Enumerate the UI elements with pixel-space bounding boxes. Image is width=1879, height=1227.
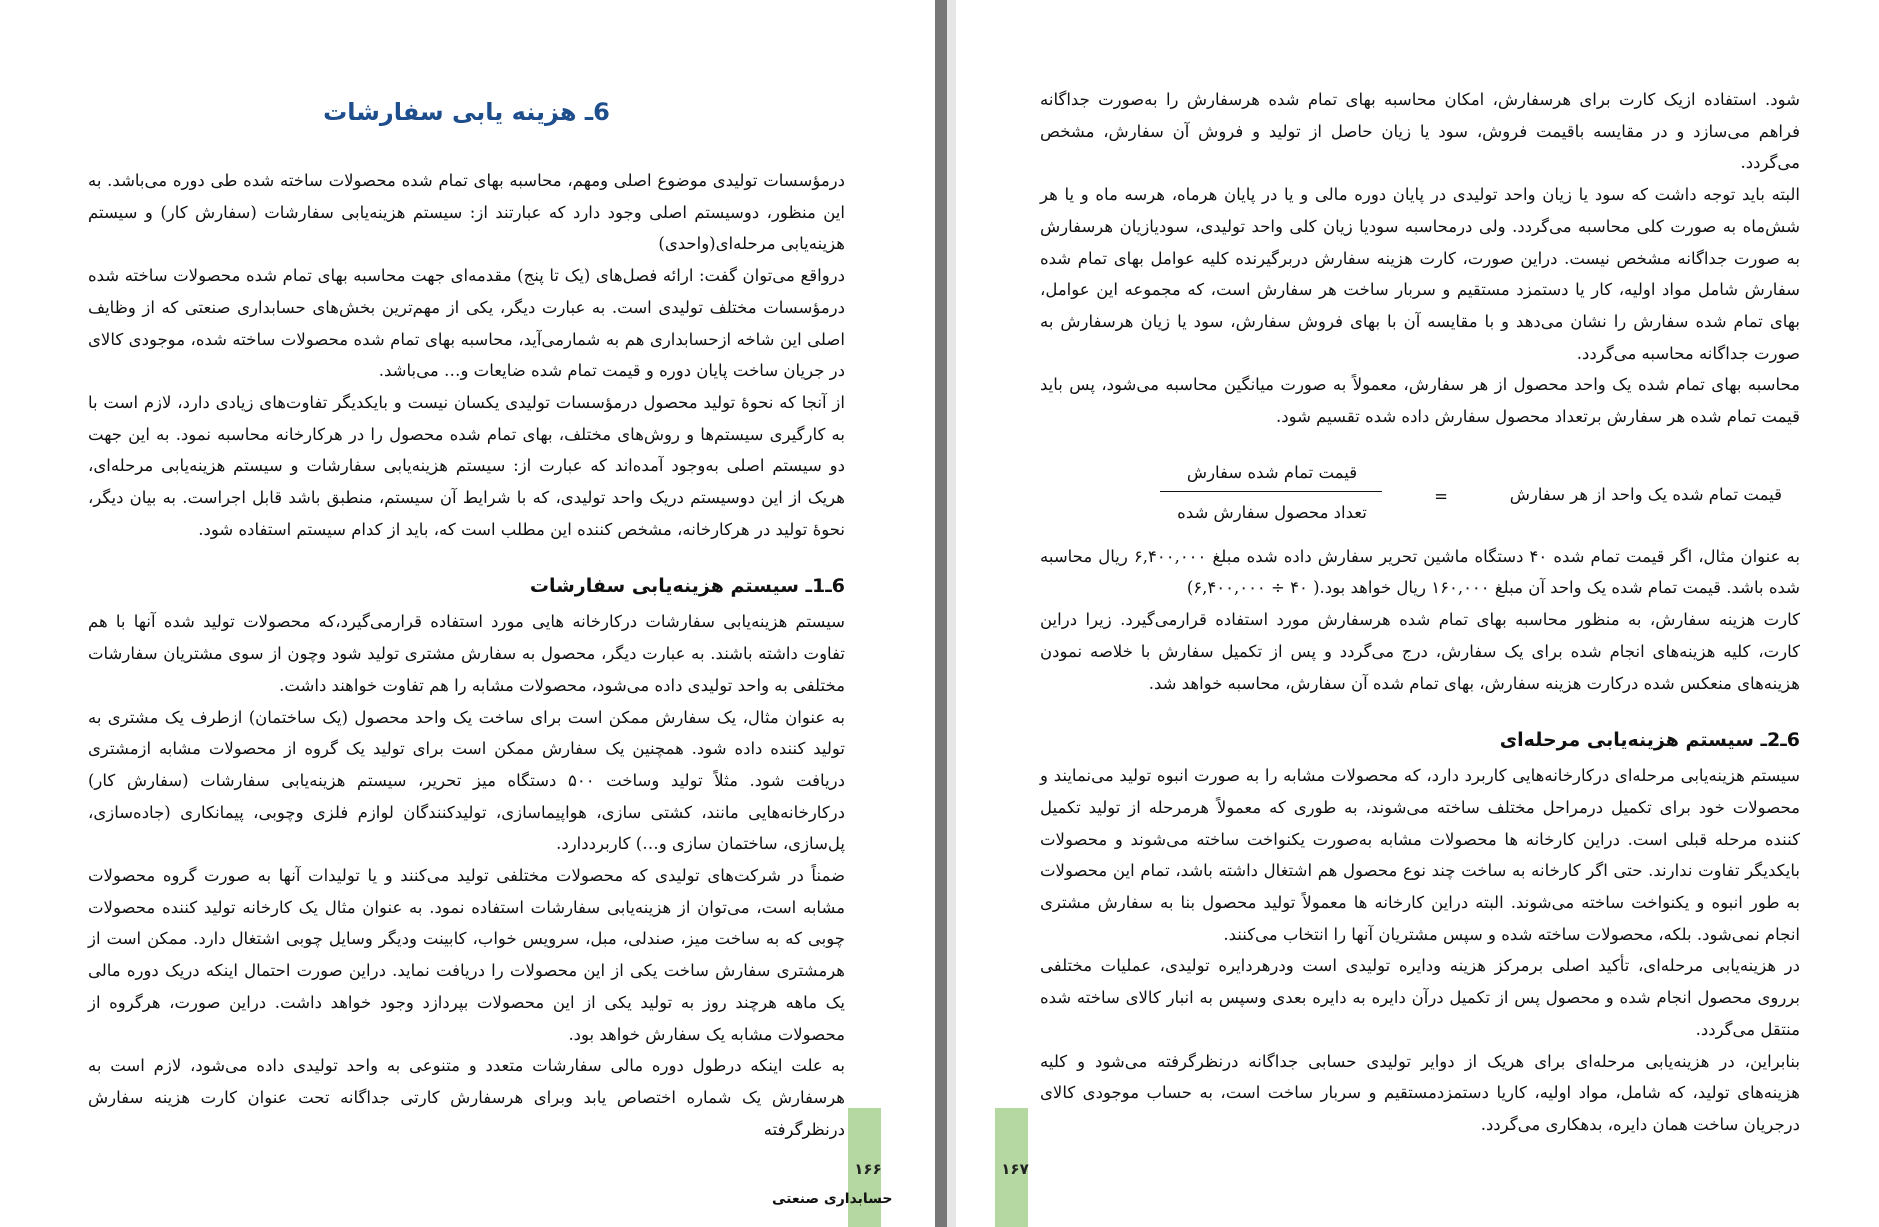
formula-numerator: قیمت تمام شده سفارش xyxy=(1186,462,1358,482)
right-paragraph-8: بنابراین، در هزینه‌یابی مرحله‌ای برای هریک از دوایر تولیدی حسابی جداگانه درنظرگرفته می‌شود و کلیه هزینه‌های تولید، که شامل، مواد اولیه، کاریا دستمزدمستقیم و سربار ساخت است، به حساب موجودی کالای درجریان ساخت همان دایره، بدهکاری می‌گردد. xyxy=(1040,1051,1800,1134)
book-spine xyxy=(935,0,947,1227)
right-page-number: ۱۶۷ xyxy=(1001,1160,1029,1178)
left-paragraph-3: از آنجا که نحوهٔ تولید محصول درمؤسسات تولیدی یکسان نیست و بایکدیگر تفاوت‌های زیادی دارد، لازم است با به کارگیری سیستم‌ها و روش‌های مختلف، بهای تمام شده محصول را در هرکارخانه محاسبه نمود. به این جهت دو سیستم اصلی به‌وجود آمده‌اند که عبارت از: سیستم هزینه‌یابی سفارشات و سیستم هزینه‌یابی مرحله‌ای، هریک از این دوسیستم دریک واحد تولیدی، که با شرایط آن سیستم، منطبق باشد قابل اجراست. به بیان دیگر، نحوهٔ تولید در هرکارخانه، مشخص کننده این مطلب است که، باید از کدام سیستم استفاده شود. xyxy=(88,392,845,539)
left-paragraph-4: سیستم هزینه‌یابی سفارشات درکارخانه هایی مورد استفاده قرارمی‌گیرد،که محصولات تولید شده آنها با هم تفاوت داشته باشند. به عبارت دیگر، محصول به سفارش مشتری تولید شود وچون از سوی مشتریان سفارشات مختلفی به واحد تولیدی داده می‌شود، محصولات مشابه را هم تفاوت خواهند داشت. xyxy=(88,612,845,695)
left-paragraph-7: به علت اینکه درطول دوره مالی سفارشات متعدد و متنوعی به واحد تولیدی داده می‌شود، لازم است به هرسفارش یک شماره اختصاص یابد وبرای هرسفارش کارتی جداگانه تحت عنوان کارت هزینه سفارش درنظرگرفته xyxy=(88,1056,845,1139)
left-paragraph-1: درمؤسسات تولیدی موضوع اصلی ومهم، محاسبه بهای تمام شده محصولات ساخته شده طی دوره می‌باشد. به این منظور، دوسیستم اصلی وجود دارد که عبارتند از: سیستم هزینه‌یابی سفارشات (سفارش کار) و سیستم هزینه‌یابی مرحله‌ای(واحدی) xyxy=(88,171,845,254)
right-paragraph-2: البته باید توجه داشت که سود یا زیان واحد تولیدی در پایان دوره مالی و یا در پایان هرماه، هرسه ماه و یا هر شش‌ماه به صورت کلی محاسبه می‌گردد. ولی درمحاسبه سودیا زیان کلی واحد تولیدی، سودیازیان هرسفارش به صورت جداگانه مشخص نیست. دراین صورت، کارت هزینه سفارش دربرگیرنده کلیه عوامل بهای تمام شده سفارش شامل مواد اولیه، کار یا دستمزد مستقیم و سربار ساخت هر سفارش است، که مجموعه این عوامل، بهای تمام شده سفارش را نشان می‌دهد و با مقایسه آن با بهای فروش سفارش، سود یا زیان هرسفارش به صورت جداگانه محاسبه می‌گردد. xyxy=(1040,185,1800,363)
unit-cost-formula xyxy=(1040,433,1800,541)
left-paragraph-2: درواقع می‌توان گفت: ارائه فصل‌های (یک تا پنج) مقدمه‌ای جهت محاسبه بهای تمام شده محصولات ساخته شده درمؤسسات مختلف تولیدی است. به عبارت دیگر، یکی از مهم‌ترین بخش‌های حسابداری صنعتی که از وظایف اصلی این شاخه ازحسابداری هم به شمارمی‌آید، محاسبه بهای تمام شده محصولات ساخته شده، موجودی کالای در جریان ساخت پایان دوره و قیمت تمام شده ضایعات و… می‌باشد. xyxy=(88,266,845,381)
formula-lhs: قیمت تمام شده یک واحد از هر سفارش xyxy=(1509,484,1782,504)
right-paragraph-6: سیستم هزینه‌یابی مرحله‌ای درکارخانه‌هایی کاربرد دارد، که محصولات مشابه را به صورت انبوه تولید می‌نمایند و محصولات خود برای تکمیل درمراحل مختلف ساخته می‌شوند، به طوری که معمولاً هرمرحله از تولید تکمیل کننده مرحله قبلی است. دراین کارخانه ها محصولات مشابه به‌صورت یکنواخت ساخته می‌شوند و محصولات بایکدیگر تفاوت ندارند. حتی اگر کارخانه به ساخت چند نوع محصول هم اشتغال داشته باشد، تمام این محصولات به طور انبوه و یکنواخت ساخته می‌شوند. البته دراین کارخانه ها معمولاً تولید محصول بنا به سفارش مشتری انجام نمی‌شود. بلکه، محصولات ساخته شده و سپس مشتریان آنها را انتخاب می‌کنند. xyxy=(1040,766,1800,944)
left-page-number: ۱۶۶ xyxy=(854,1160,882,1178)
chapter-title: 6ـ هزینه یابی سفارشات xyxy=(323,98,610,126)
page-gutter xyxy=(947,0,956,1227)
section-heading-6-1: 6ـ1ـ سیستم هزینه‌یابی سفارشات xyxy=(529,575,845,598)
right-paragraph-5: کارت هزینه سفارش، به منظور محاسبه بهای تمام شده هرسفارش مورد استفاده قرارمی‌گیرد. زیرا دراین کارت، کلیه هزینه‌های انجام شده برای یک سفارش، درج می‌گردد و پس از تکمیل سفارش با خلاصه نمودن هزینه‌های منعکس شده درکارت هزینه سفارش، بهای تمام شده آن سفارش، محاسبه خواهد شد. xyxy=(1040,610,1800,693)
section-heading-6-2: 6ـ2ـ سیستم هزینه‌یابی مرحله‌ای xyxy=(1499,729,1800,752)
left-text-column xyxy=(88,165,845,1145)
right-paragraph-3: محاسبه بهای تمام شده یک واحد محصول از هر سفارش، معمولاً به صورت میانگین محاسبه می‌شود، پس باید قیمت تمام شده هر سفارش برتعداد محصول سفارش داده شده تقسیم شود. xyxy=(1040,375,1800,427)
right-text-column xyxy=(1040,84,1800,1141)
left-paragraph-6: ضمناً در شرکت‌های تولیدی که محصولات مختلفی تولید می‌کنند و یا تولیدات آنها به صورت گروه محصولات مشابه است، می‌توان از هزینه‌یابی سفارشات استفاده نمود. به عنوان مثال یک کارخانه تولید کننده محصولات چوبی که به ساخت میز، صندلی، مبل، سرویس خواب، کابینت ودیگر وسایل چوبی اشتغال دارد. ممکن است از هرمشتری سفارش ساخت یکی از این محصولات را دریافت نماید. دراین صورت احتمال اینکه دریک دوره مالی یک ماهه هرچند روز به تولید یکی از این محصولات بپردازد وجود خواهد داشت. دراین صورت، هرگروه از محصولات مشابه یک سفارش خواهد بود. xyxy=(88,866,845,1044)
left-paragraph-5: به عنوان مثال، یک سفارش ممکن است برای ساخت یک واحد محصول (یک ساختمان) ازطرف یک مشتری به تولید کننده داده شود. همچنین یک سفارش ممکن است برای تولید یک گروه از محصولات مشابه ازمشتری دریافت شود. مثلاً تولید وساخت ۵۰۰ دستگاه میز تحریر، سیستم هزینه‌یابی سفارشات (سفارش کار) درکارخانه‌هایی مانند، کشتی سازی، هواپیماسازی، تولیدکنندگان لوازم فلزی وچوبی، پیمانکاری (جاده‌سازی، پل‌سازی، ساختمان سازی و…) کاربرددارد. xyxy=(88,707,845,854)
formula-denominator: تعداد محصول سفارش شده xyxy=(1177,502,1367,522)
book-footer-title: حسابداری صنعتی xyxy=(772,1191,893,1207)
right-paragraph-4: به عنوان مثال، اگر قیمت تمام شده ۴۰ دستگاه ماشین تحریر سفارش داده شده مبلغ ۶,۴۰۰,۰۰۰ ریال محاسبه شده باشد. قیمت تمام شده یک واحد آن مبلغ ۱۶۰,۰۰۰ ریال خواهد بود.( ۴۰ ÷ ۶,۴۰۰,۰۰۰) xyxy=(1040,546,1800,598)
right-paragraph-1: شود. استفاده ازیک کارت برای هرسفارش، امکان محاسبه بهای تمام شده هرسفارش را به‌صورت جداگانه فراهم می‌سازد و در مقایسه باقیمت فروش، سود یا زیان حاصل از تولید و فروش آن سفارش، مشخص می‌گردد. xyxy=(1040,90,1800,173)
formula-equals: = xyxy=(1434,486,1448,506)
fraction-bar xyxy=(1160,491,1382,492)
right-paragraph-7: در هزینه‌یابی مرحله‌ای، تأکید اصلی برمرکز هزینه ودایره تولیدی است ودرهردایره تولیدی، عملیات مختلفی برروی محصول انجام شده و محصول پس از تکمیل درآن دایره به دایره بعدی وسپس به انبار کالای ساخته شده منتقل می‌گردد. xyxy=(1040,956,1800,1039)
